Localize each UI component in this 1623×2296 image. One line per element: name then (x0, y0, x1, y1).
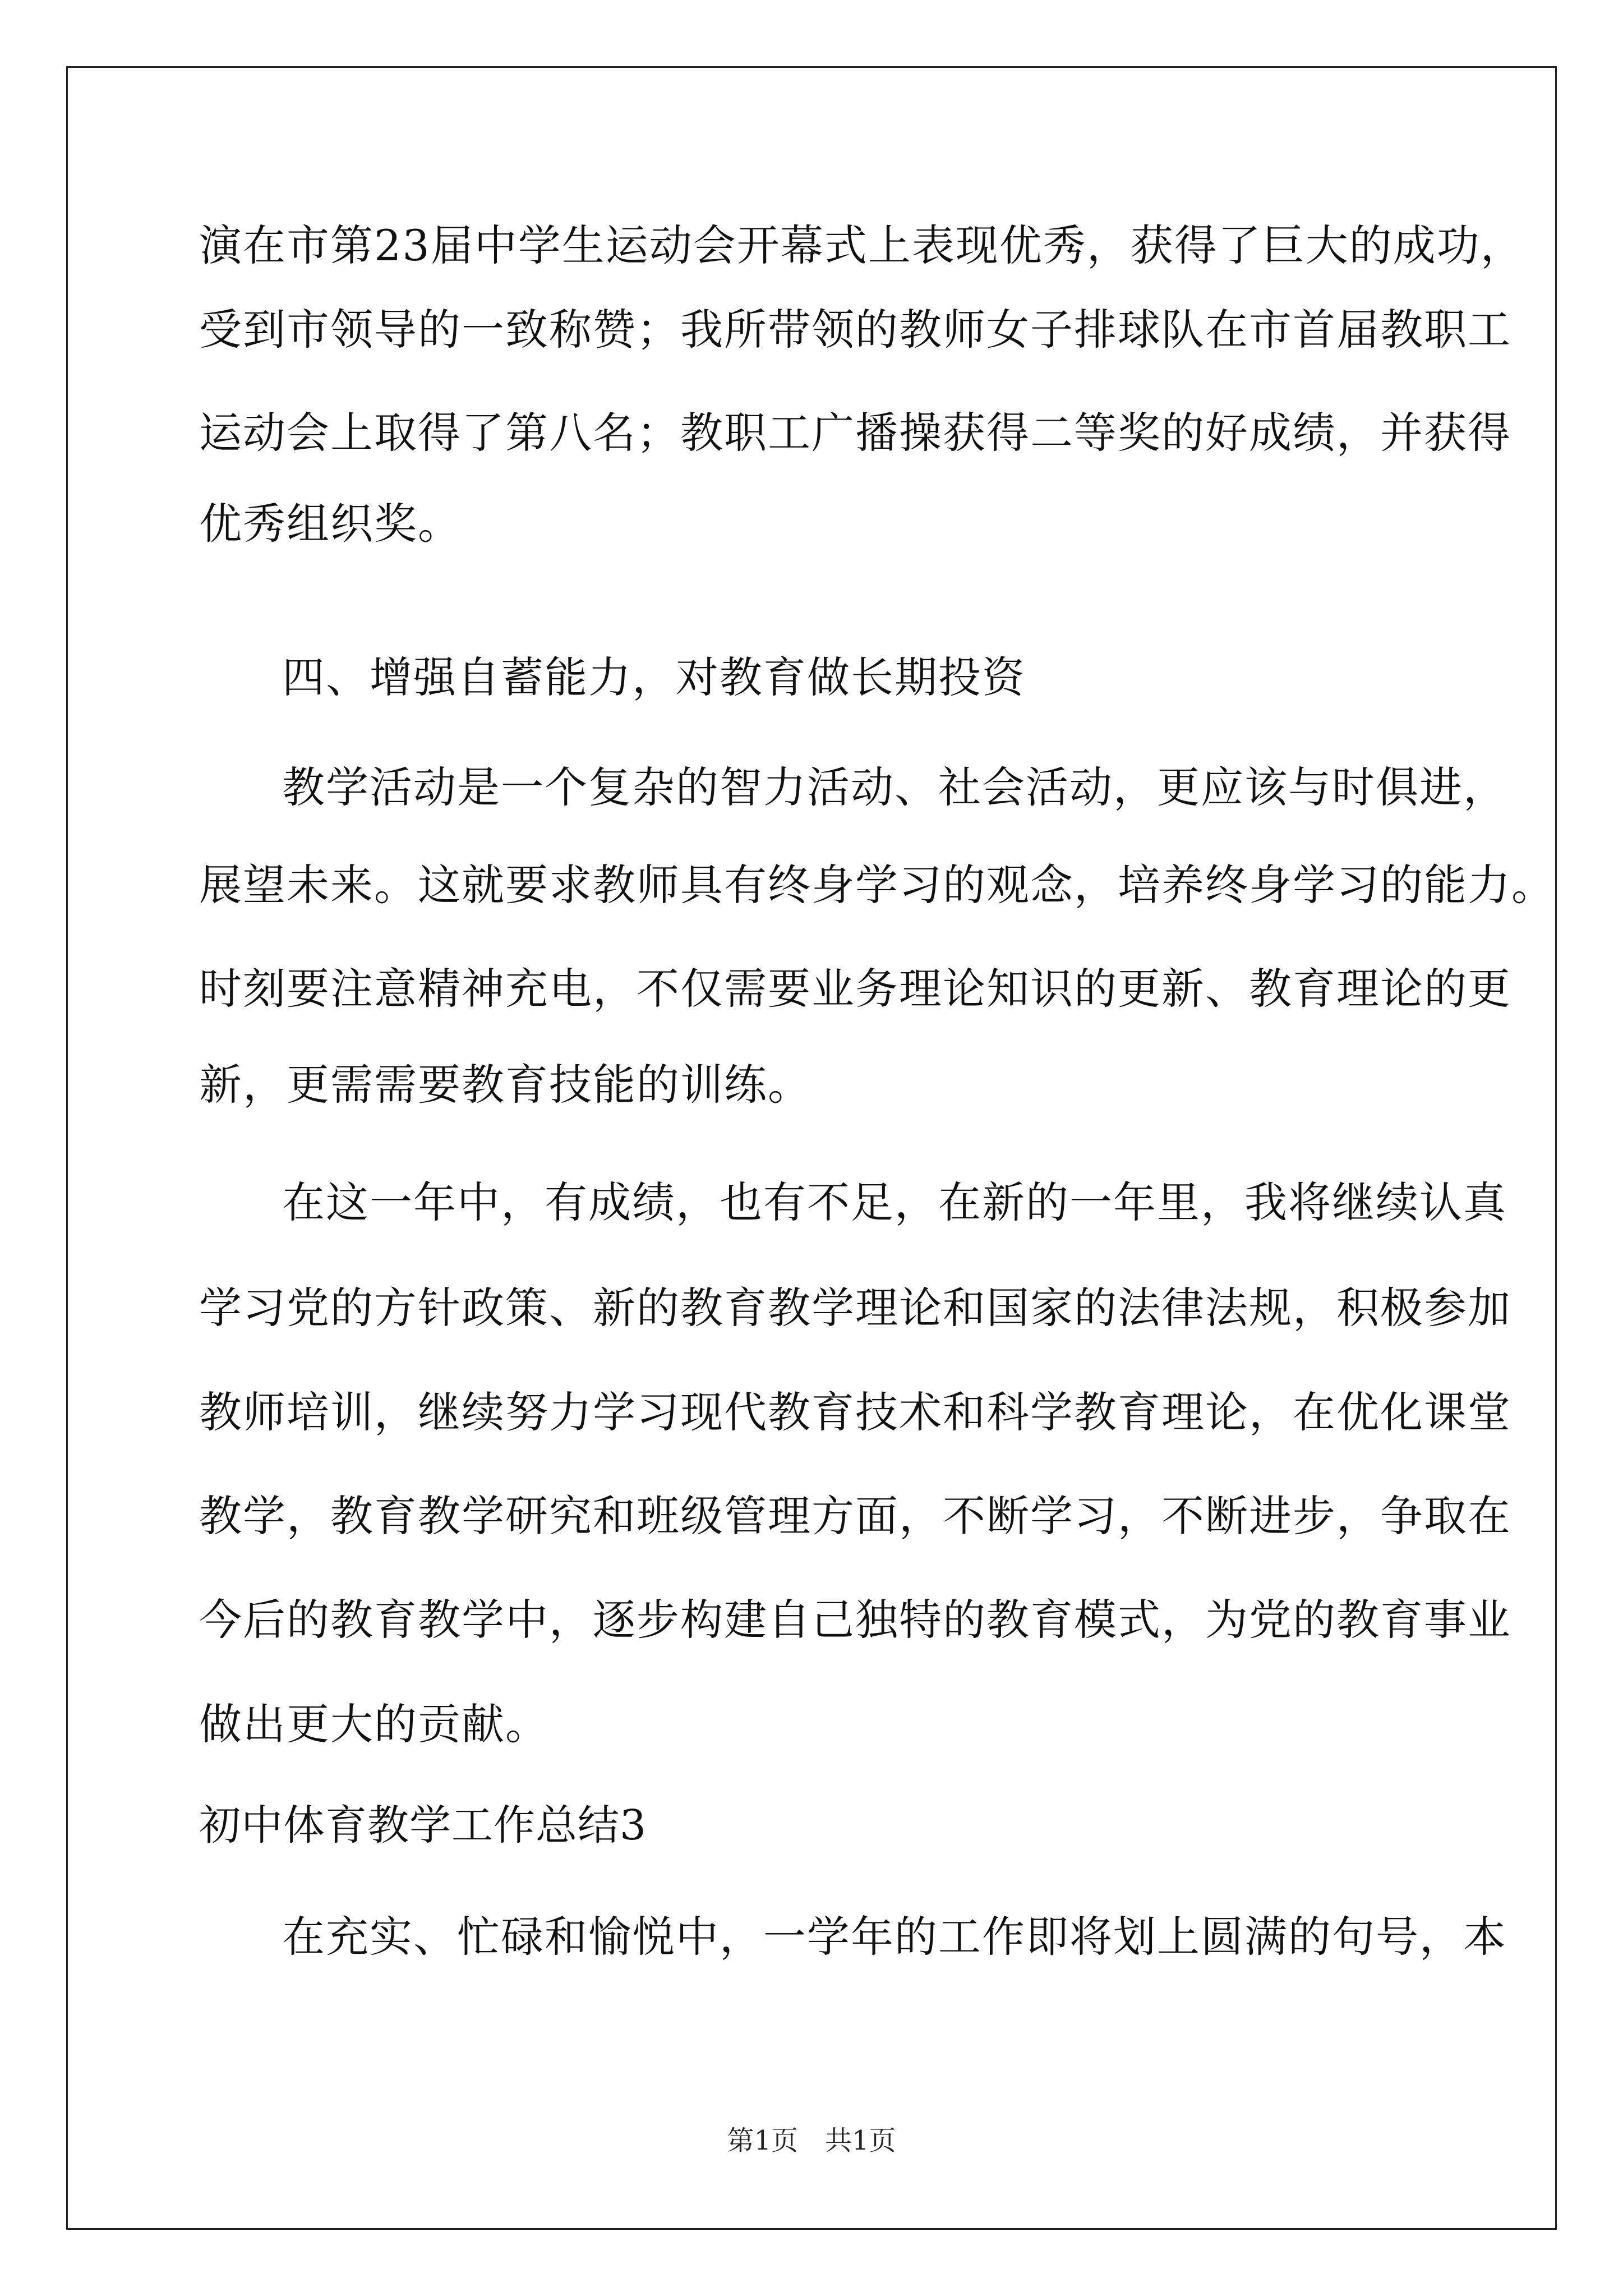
page-number: 第1页 共1页 (727, 2125, 896, 2156)
body-line: 展望未来。这就要求教师具有终身学习的观念，培养终身学习的能力。 (199, 860, 1555, 910)
body-line: 优秀组织奖。 (199, 499, 462, 549)
body-line: 在这一年中，有成绩，也有不足，在新的一年里，我将继续认真 (282, 1177, 1507, 1227)
body-line: 运动会上取得了第八名；教职工广播操获得二等奖的好成绩，并获得 (199, 408, 1511, 458)
body-line: 受到市领导的一致称赞；我所带领的教师女子排球队在市首届教职工 (199, 305, 1511, 355)
page-border (66, 66, 1557, 2230)
body-line: 做出更大的贡献。 (199, 1699, 549, 1749)
body-line: 学习党的方针政策、新的教育教学理论和国家的法律法规，积极参加 (199, 1283, 1511, 1333)
body-line: 教师培训，继续努力学习现代教育技术和科学教育理论，在优化课堂 (199, 1387, 1511, 1437)
body-line: 演在市第23届中学生运动会开幕式上表现优秀，获得了巨大的成功， (199, 220, 1524, 270)
section-heading: 四、增强自蓄能力，对教育做长期投资 (282, 652, 1026, 702)
body-line: 教学，教育教学研究和班级管理方面，不断学习，不断进步，争取在 (199, 1491, 1511, 1541)
body-line: 新，更需需要教育技能的训练。 (199, 1060, 811, 1110)
body-line: 教学活动是一个复杂的智力活动、社会活动，更应该与时俱进， (282, 762, 1507, 812)
article-title: 初中体育教学工作总结3 (199, 1801, 647, 1849)
body-line: 时刻要注意精神充电，不仅需要业务理论知识的更新、教育理论的更 (199, 964, 1511, 1014)
body-line: 在充实、忙碌和愉悦中，一学年的工作即将划上圆满的句号，本 (282, 1912, 1507, 1962)
body-line: 今后的教育教学中，逐步构建自己独特的教育模式，为党的教育事业 (199, 1595, 1511, 1645)
